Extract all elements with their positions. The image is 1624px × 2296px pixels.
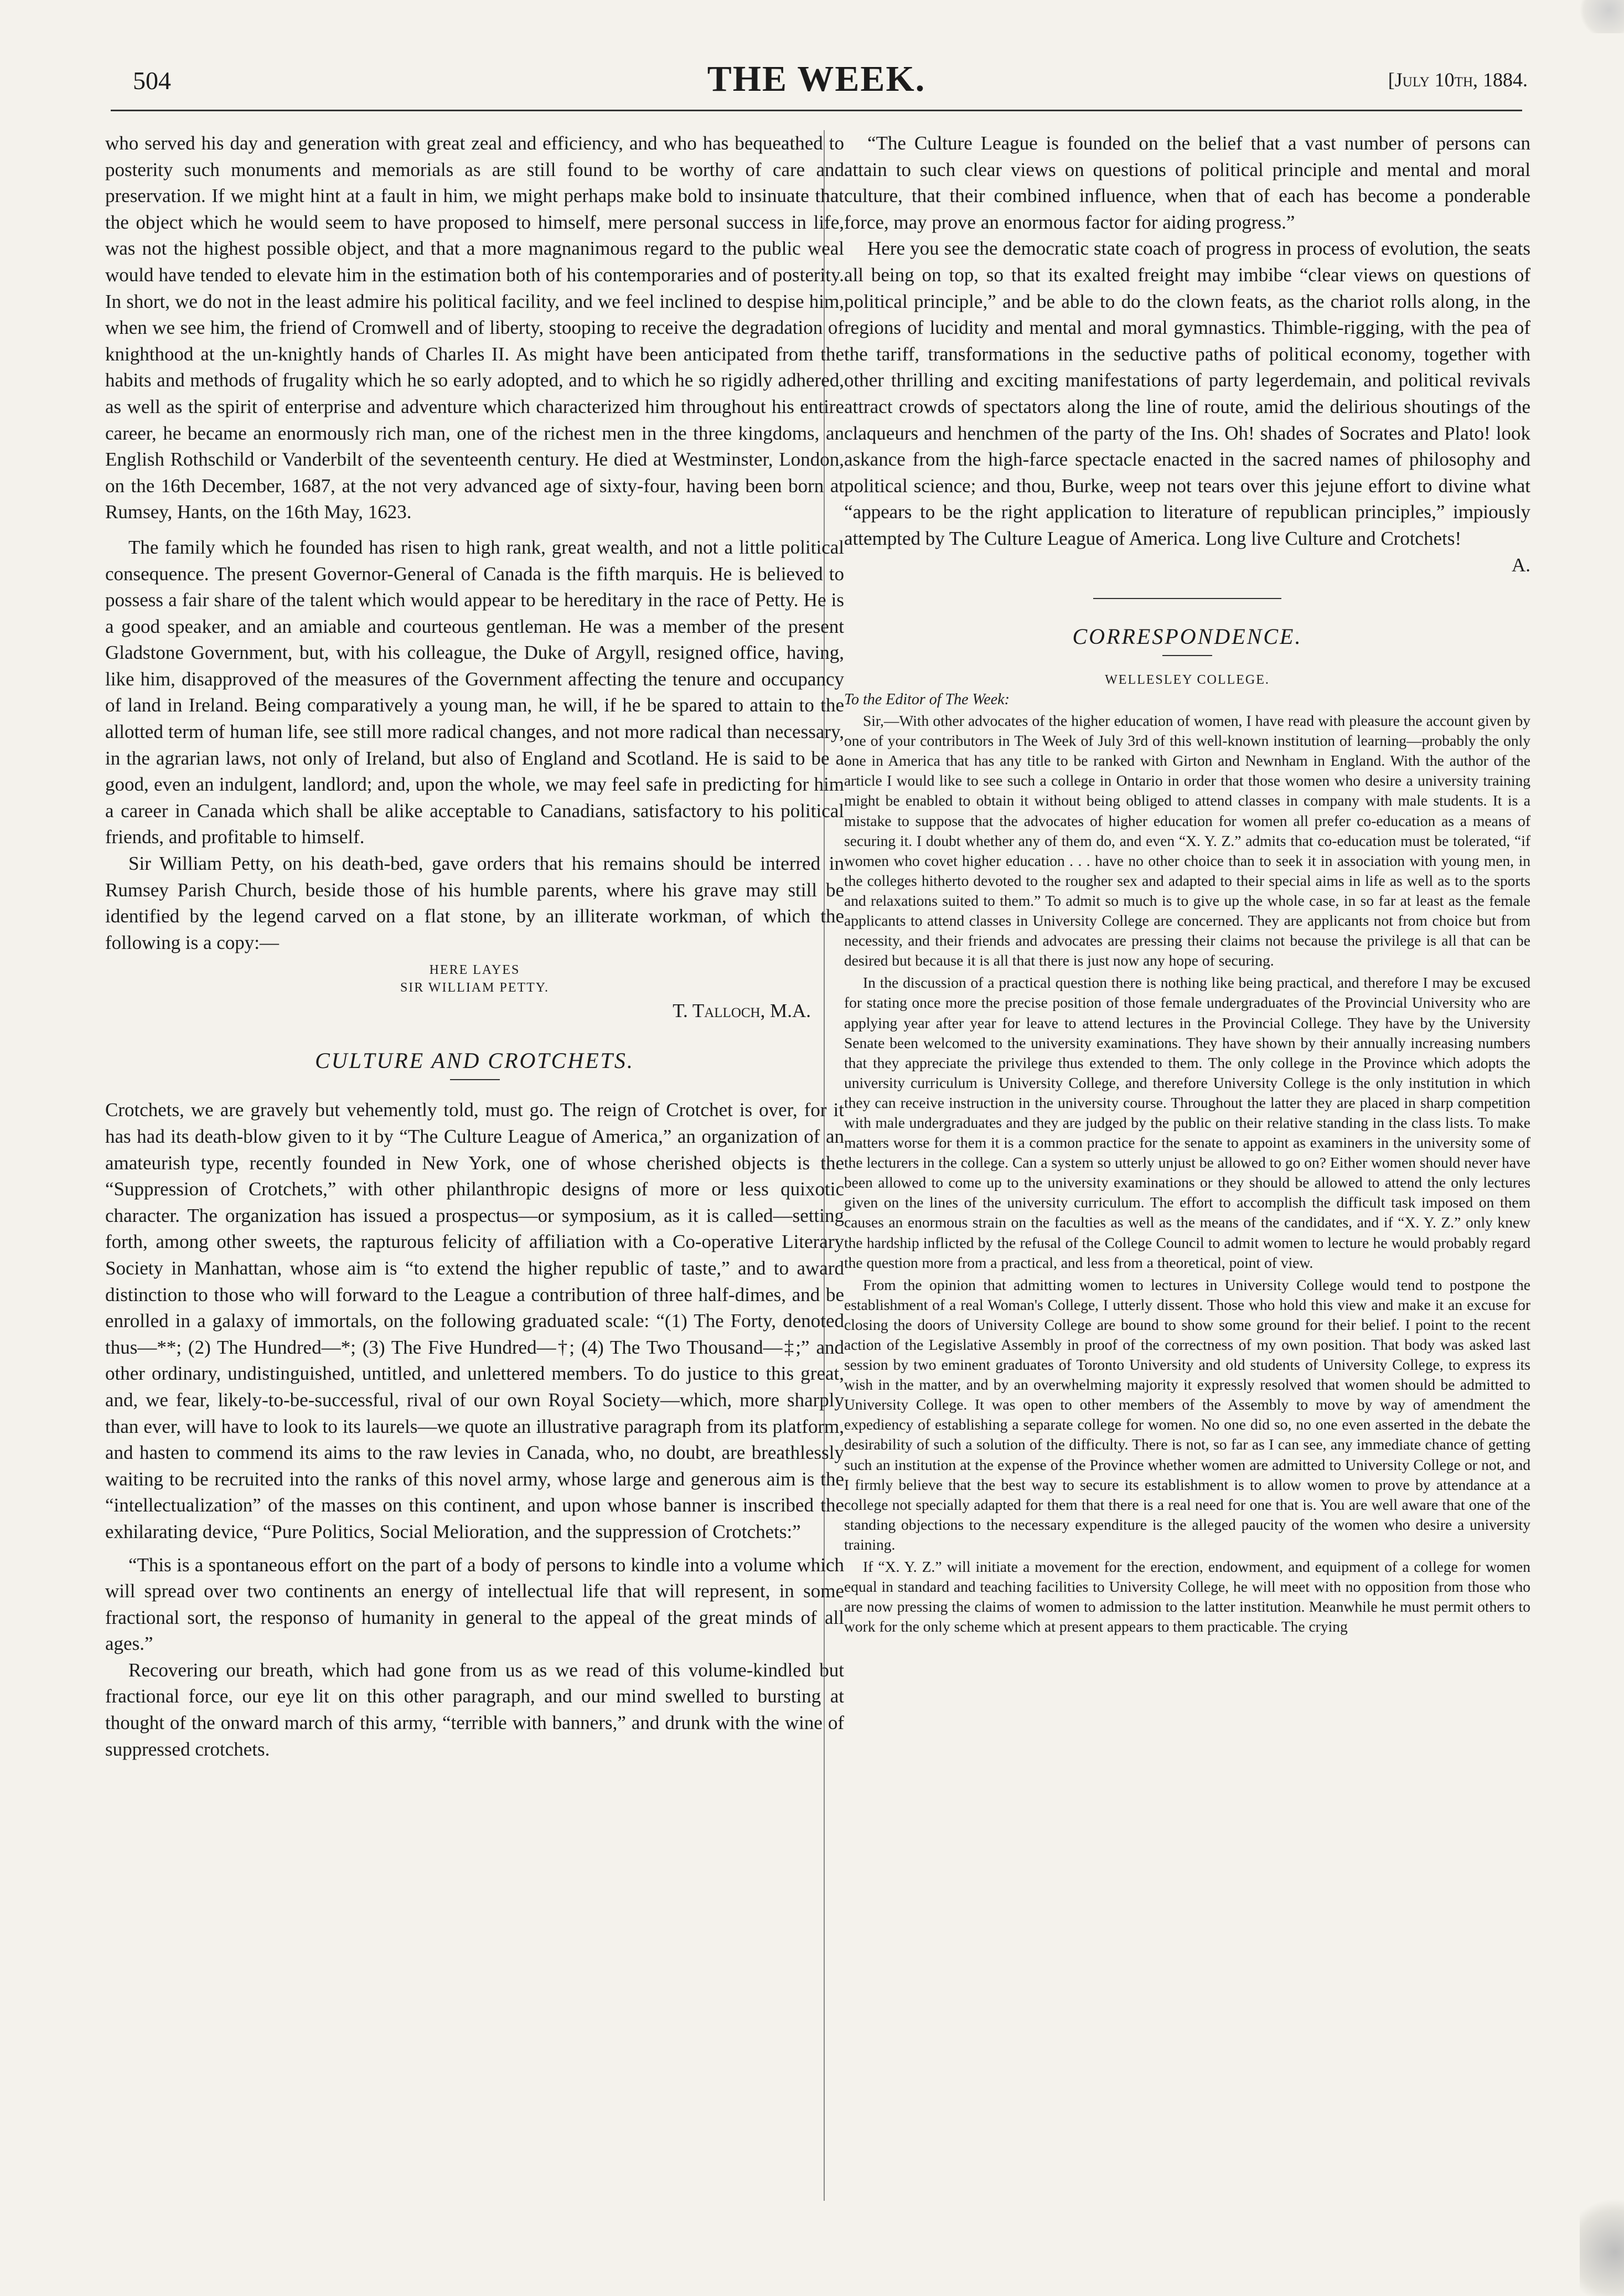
petty-paragraph-1: who served his day and generation with great zeal and efficiency, and who has bequeathed to posterity such monuments and memorials as are still found to be worthy of care and preservation. If we might hint at a fault in him, we might perhaps make bold to insinuate that the object which he would seem to have proposed to himself, mere personal success in life, was not the highest possible object, and that a more magnanimous regard to the public weal would have tended to elevate him in the estimation both of his contemporaries and of posterity. In short, we do not in the least admire his political facility, and we feel inclined to despise him, when we see him, the friend of Cromwell and of liberty, stooping to receive the degradation of knighthood at the un-knightly hands of Charles II. As might have been anticipated from the habits and methods of frugality which he so early adopted, and to which he so rigidly adhered, as well as the spirit of enterprise and adventure which characterized him throughout his entire career, he became an enormously rich man, one of the richest men in the three kingdoms, an English Rothschild or Vanderbilt of the seventeenth century. He died at Westminster, London, on the 16th December, 1687, at the not very advanced age of sixty-four, having been born at Rumsey, Hants, on the 16th May, 1623. bbox=[105, 132, 844, 523]
section-rule bbox=[1093, 598, 1281, 599]
epitaph-line-2: SIR WILLIAM PETTY. bbox=[400, 981, 550, 995]
letter-paragraph-2: In the discussion of a practical question there is nothing like being practical, and therefore I may be excused for stating once more the precise position of those female undergraduates of the Provincial University who are applying year after year for leave to attend lectures in the Provincial College. They have by the University Senate been welcomed to the university examinations. They have shown by their annually increasing numbers that they appreciate the privilege thus extended to them. The only college in the Province which adopts the university curriculum is University College, and therefore University College is the only institution in which they can receive instruction in the university course. Throughout the latter they are placed in sharp competition with male undergraduates and they are judged by the public on their relative standing in the class lists. To make matters worse for them it is a common practice for the senate to appoint as examiners in the university some of the lecturers in the college. Can a system so utterly unjust be allowed to go on? Either women should never have been allowed to come up to the university examinations or they should be allowed to attend the only lectures given on the lines of the university curriculum. The effort to accomplish the difficult task imposed on them causes an enormous strain on the faculties as well as the means of the candidates, and if “X. Y. Z.” only knew the hardship inflicted by the refusal of the College Council to admit women to lecture he would probably regard the question more from a practical, and less from a theoretical, point of view. bbox=[844, 974, 1530, 1271]
culture-paragraph-2: “This is a spontaneous effort on the part of a body of persons to kindle into a volume which will spread over two continents an energy of intellectual life that will represent, in some fractional sort, the responso of humanity in general to the appeal of the great minds of all ages.” bbox=[105, 1554, 844, 1655]
culture-heading: CULTURE AND CROTCHETS. bbox=[315, 1048, 634, 1074]
page-number: 504 bbox=[133, 66, 171, 95]
letter-salutation: To the Editor of The Week: bbox=[844, 691, 1010, 709]
epitaph-line-1: HERE LAYES bbox=[429, 963, 520, 978]
correspondence-rule bbox=[1162, 655, 1212, 656]
letter-paragraph-3: From the opinion that admitting women to lectures in University College would tend to postpone the establishment of a real Woman's College, I utterly dissent. Those who hold this view and make it an excuse for closing the doors of University College are bound to show some ground for their belief. I point to the recent action of the Legislative Assembly in proof of the correctness of my own position. That body was asked last session by two eminent graduates of Toronto University and old students of University College, to express its wish in the matter, and by an overwhelming majority it expressly resolved that women should be admitted to University College. It was open to other members of the Assembly to move by way of amendment the expediency of establishing a separate college for women. No one did so, no one even asserted in the debate the desirability of such a solution of the difficulty. There is not, so far as I can see, any immediate chance of getting such an institution at the expense of the Province whether women are admitted to University College or not, and I firmly believe that the best way to secure its establishment is to allow women to prove by attendance at a college not specially adapted for them that there is a real need for one that is. You are well aware that one of the standing objections to the necessary expenditure is the alleged paucity of the women who desire a university training. bbox=[844, 1276, 1530, 1553]
culture-paragraph-1: Crotchets, we are gravely but vehemently told, must go. The reign of Crotchet is over, for it has had its death-blow given to it by “The Culture League of America,” an organization of an amateurish type, recently founded in New York, one of whose cherished objects is the “Suppression of Crotchets,” with other philanthropic designs of more or less quixotic character. The organization has issued a prospectus—or symposium, as it is called—setting forth, among other sweets, the rapturous felicity of affiliation with a Co-operative Literary Society in Manhattan, whose aim is “to extend the higher republic of taste,” and to award distinction to those who will forward to the League a contribution of three half-dimes, and be enrolled in a galaxy of immortals, on the following graduated scale: “(1) The Forty, denoted thus—**; (2) The Hundred—*; (3) The Five Hundred—†; (4) The Two Thousand—‡;” and other ordinary, undistinguished, untitled, and unlettered members. To do justice to this great, and, we fear, likely-to-be-successful, rival of our own Royal Society—which, more sharply than ever, will have to look to its laurels—we quote an illustrative paragraph from its platform, and hasten to commend its aims to the raw levies in Canada, who, no doubt, are breathlessly waiting to be recruited into the ranks of this novel army, whose large and generous aim is the “intellectualization” of the masses on this continent, and upon whose banner is inscribed the exhilarating device, “Pure Politics, Social Melioration, and the suppression of Crotchets:” bbox=[105, 1099, 844, 1542]
epitaph bbox=[105, 961, 844, 997]
masthead bbox=[105, 58, 1528, 108]
petty-paragraph-2: The family which he founded has risen to high rank, great wealth, and not a little political consequence. The present Governor-General of Canada is the fifth marquis. He is believed to possess a fair share of the talent which would appear to be hereditary in the race of Petty. He is a good speaker, and an amiable and courteous gentleman. He was a member of the present Gladstone Government, but, with his colleague, the Duke of Argyll, resigned office, having, like him, disapproved of the measures of the Government affecting the tenure and occupancy of land in Ireland. Being comparatively a young man, he will, if he be spared to attain to the allotted term of human life, see still more radical changes, and not more radical than necessary, in the agrarian laws, not only of Ireland, but also of England and Scotland. He is said to be a good, even an indulgent, landlord; and, upon the whole, we may feel safe in predicting for him a career in Canada which shall be alike acceptable to Canadians, satisfactory to his political friends, and profitable to himself. bbox=[105, 536, 844, 848]
culture-signature: A. bbox=[1511, 554, 1530, 576]
culture-paragraph-3: Recovering our breath, which had gone from us as we read of this volume-kindled but fractional force, our eye lit on this other paragraph, and our mind swelled to bursting at thought of the onward march of this army, “terrible with banners,” and drunk with the wine of suppressed crotchets. bbox=[105, 1659, 844, 1760]
right-column bbox=[844, 130, 1530, 1637]
left-column bbox=[105, 130, 844, 1762]
page-stain-top bbox=[1574, 0, 1624, 33]
petty-paragraph-3: Sir William Petty, on his death-bed, gave orders that his remains should be interred in Rumsey Parish Church, beside those of his humble parents, where his grave may still be identified by the legend carved on a flat stone, by an illiterate workman, of which the following is a copy:— bbox=[105, 853, 844, 953]
letter-paragraph-1: Sir,—With other advocates of the higher education of women, I have read with pleasure the account given by one of your contributors in The Week of July 3rd of this well-known institution of learning—probably the only one in America that has any title to be ranked with Girton and Newnham in England. With the author of the article I would like to see such a college in Ontario in order that those women who desire a university training might be enabled to obtain it without being obliged to attend classes in company with male students. It is a mistake to suppose that the advocates of higher education for women all prefer co-education as a means of securing it. I doubt whether any of them do, and even “X. Y. Z.” admits that co-education must be tolerated, “if women who covet higher education . . . have no other choice than to seek it in association with young men, in the colleges hitherto devoted to the rougher sex and adapted to their special aims in life as well as to the sports and relaxations suited to them.” To admit so much is to give up the whole case, in so far at least as the female applicants to attend classes in University College are concerned. They are applicants not from choice but from necessity, and their friends and advocates are pressing their claims not because the privilege is all that can be desired but because it is all that there is just now any hope of securing. bbox=[844, 712, 1530, 969]
letter-paragraph-4: If “X. Y. Z.” will initiate a movement for the erection, endowment, and equipment of a college for women equal in standard and teaching facilities to University College, he will meet with no opposition from those who are now pressing the claims of women to admission to the latter institution. Meanwhile he must permit others to work for the only scheme which at present appears to them practicable. The crying bbox=[844, 1558, 1530, 1635]
culture-quote: “The Culture League is founded on the belief that a vast number of persons can attain to such clear views on questions of political principle and mental and moral culture, that their combined influence, when that of each has become a ponderable force, may prove an enormous factor for aiding progress.” bbox=[844, 132, 1530, 233]
culture-rule bbox=[450, 1079, 500, 1080]
header-rule bbox=[111, 110, 1522, 111]
page-stain-bottom bbox=[1580, 2185, 1624, 2296]
petty-author: T. Talloch, M.A. bbox=[673, 1000, 811, 1022]
issue-date: [July 10th, 1884. bbox=[1388, 69, 1528, 91]
correspondence-heading: CORRESPONDENCE. bbox=[1072, 624, 1302, 649]
journal-title: THE WEEK. bbox=[707, 59, 926, 99]
letter-title: WELLESLEY COLLEGE. bbox=[1105, 673, 1270, 688]
culture-commentary: Here you see the democratic state coach of progress in process of evolution, the seats all being on top, so that its exalted freight may imbibe “clear views on questions of political principle,” and be able to do the clown feats, as the chariot rolls along, in the regions of lucidity and mental and moral gymnastics. Thimble-rigging, with the pea of the tariff, transformations in the seductive paths of political economy, together with other thrilling and exciting manifestations of party legerdemain, and political revivals attract crowds of spectators along the line of route, amid the delirious shoutings of the claqueurs and henchmen of the party of the Ins. Oh! shades of Socrates and Plato! look askance from the high-farce spectacle enacted in the sacred names of philosophy and political science; and thou, Burke, weep not tears over this jejune effort to divine what “appears to be the right application to literature of republican principles,” impiously attempted by The Culture League of America. Long live Culture and Crotchets! bbox=[844, 238, 1530, 549]
